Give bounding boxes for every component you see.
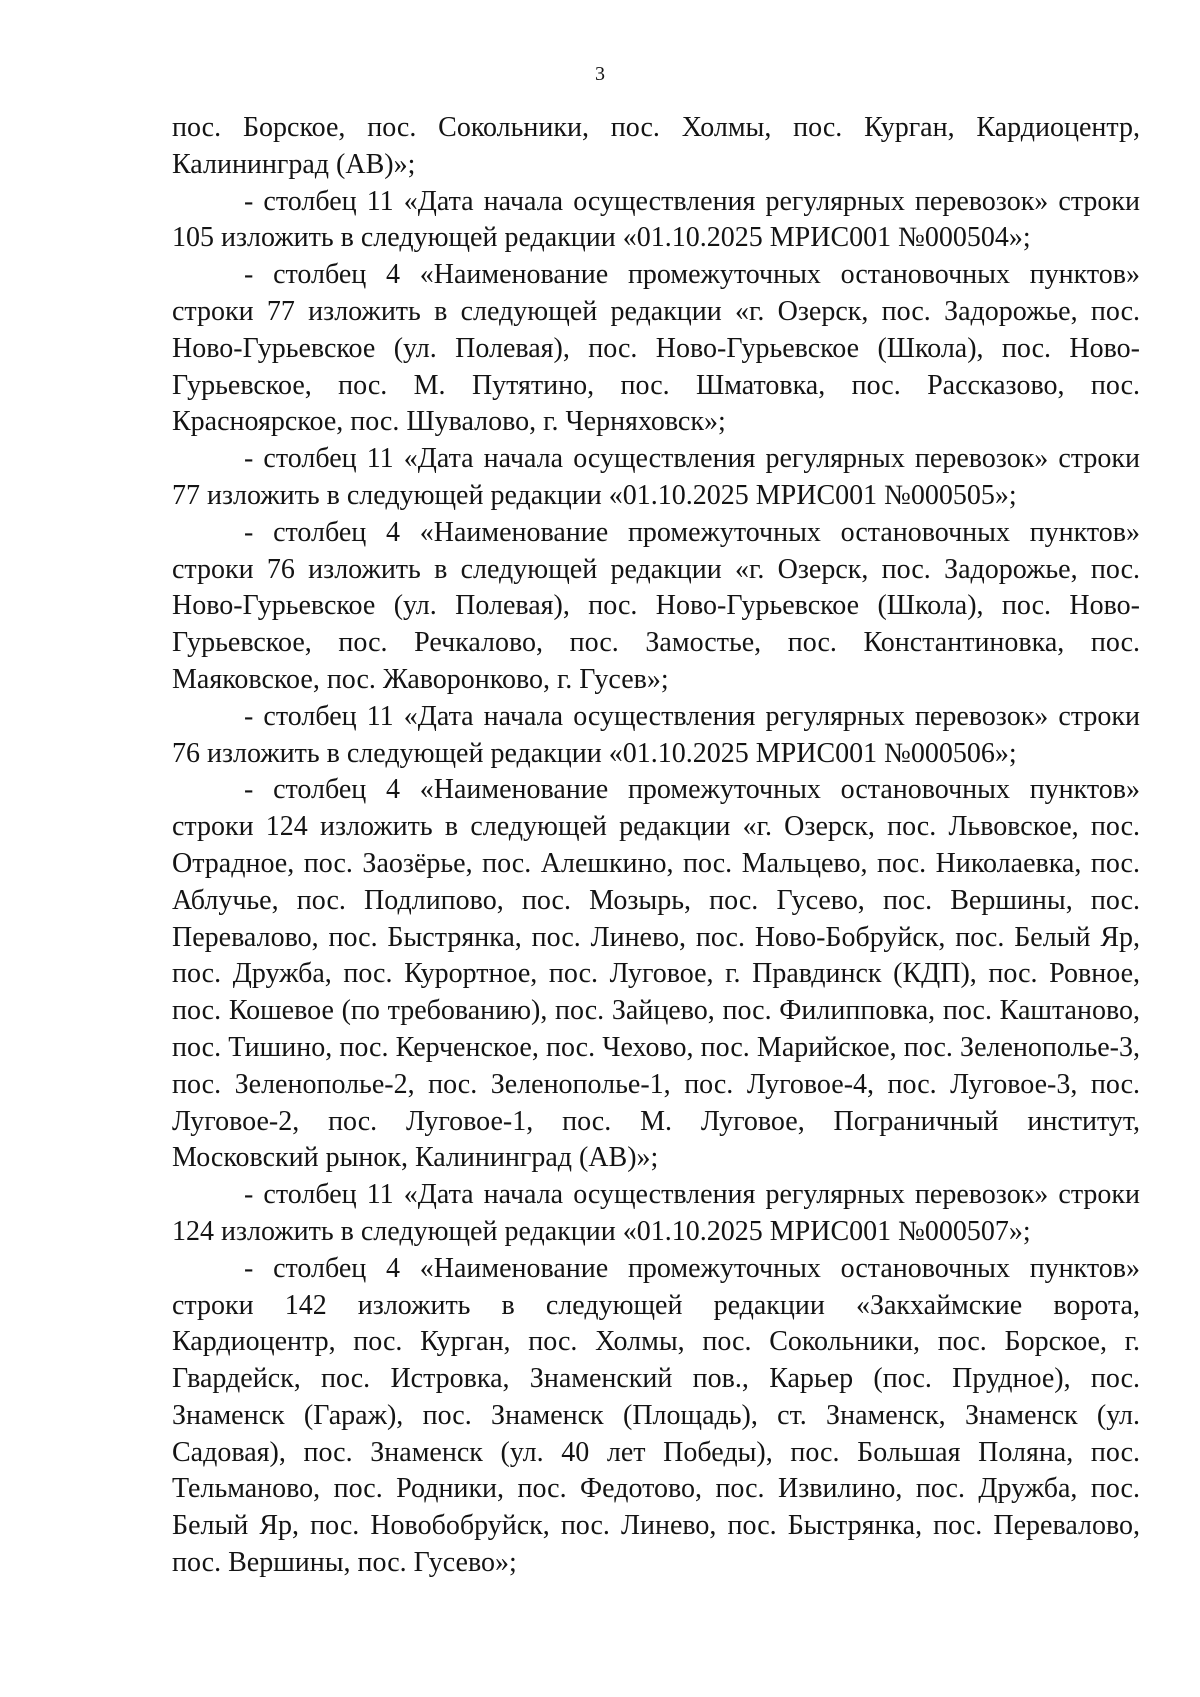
amendment-item: - столбец 11 «Дата начала осуществления регулярных перевозок» строки 77 изложить в следующей редакции «01.10.2025 МРИС001 №000505»; xyxy=(172,443,1140,511)
amendment-item: - столбец 4 «Наименование промежуточных остановочных пунктов» строки 77 изложить в следующей редакции «г. Озерск, пос. Задорожье, пос. Ново-Гурьевское (ул. Полевая), пос. Ново-Гурьевское (Школа), пос. Ново-Гурьевское, пос. М. Путятино, пос. Шматовка, пос. Рассказово, пос. Красноярское, пос. Шувалово, г. Черняховск»; xyxy=(172,259,1140,438)
document-body xyxy=(172,110,1140,1582)
amendment-item: - столбец 4 «Наименование промежуточных остановочных пунктов» строки 124 изложить в следующей редакции «г. Озерск, пос. Львовское, пос. Отрадное, пос. Заозёрье, пос. Алешкино, пос. Мальцево, пос. Николаевка, пос. Аблучье, пос. Подлипово, пос. Мозырь, пос. Гусево, пос. Вершины, пос. Перевалово, пос. Быстрянка, пос. Линево, пос. Ново-Бобруйск, пос. Белый Яр, пос. Дружба, пос. Курортное, пос. Луговое, г. Правдинск (КДП), пос. Ровное, пос. Кошевое (по требованию), пос. Зайцево, пос. Филипповка, пос. Каштаново, пос. Тишино, пос. Керченское, пос. Чехово, пос. Марийское, пос. Зеленополье-3, пос. Зеленополье-2, пос. Зеленополье-1, пос. Луговое-4, пос. Луговое-3, пос. Луговое-2, пос. Луговое-1, пос. М. Луговое, Пограничный институт, Московский рынок, Калининград (АВ)»; xyxy=(172,774,1140,1174)
amendment-item: - столбец 11 «Дата начала осуществления регулярных перевозок» строки 124 изложить в следующей редакции «01.10.2025 МРИС001 №000507»; xyxy=(172,1179,1140,1247)
paragraph-continuation: пос. Борское, пос. Сокольники, пос. Холмы, пос. Курган, Кардиоцентр, Калининград (АВ)»; xyxy=(172,112,1140,180)
amendment-item: - столбец 4 «Наименование промежуточных остановочных пунктов» строки 142 изложить в следующей редакции «Закхаймские ворота, Кардиоцентр, пос. Курган, пос. Холмы, пос. Сокольники, пос. Борское, г. Гвардейск, пос. Истровка, Знаменский пов., Карьер (пос. Прудное), пос. Знаменск (Гараж), пос. Знаменск (Площадь), ст. Знаменск, Знаменск (ул. Садовая), пос. Знаменск (ул. 40 лет Победы), пос. Большая Поляна, пос. Тельманово, пос. Родники, пос. Федотово, пос. Извилино, пос. Дружба, пос. Белый Яр, пос. Новобобруйск, пос. Линево, пос. Быстрянка, пос. Перевалово, пос. Вершины, пос. Гусево»; xyxy=(172,1252,1140,1579)
page-number: 3 xyxy=(595,63,605,85)
amendment-item: - столбец 4 «Наименование промежуточных остановочных пунктов» строки 76 изложить в следующей редакции «г. Озерск, пос. Задорожье, пос. Ново-Гурьевское (ул. Полевая), пос. Ново-Гурьевское (Школа), пос. Ново-Гурьевское, пос. Речкалово, пос. Замостье, пос. Константиновка, пос. Маяковское, пос. Жаворонково, г. Гусев»; xyxy=(172,516,1140,695)
amendment-item: - столбец 11 «Дата начала осуществления регулярных перевозок» строки 76 изложить в следующей редакции «01.10.2025 МРИС001 №000506»; xyxy=(172,700,1140,769)
amendment-item: - столбец 11 «Дата начала осуществления регулярных перевозок» строки 105 изложить в следующей редакции «01.10.2025 МРИС001 №000504»; xyxy=(172,185,1140,254)
